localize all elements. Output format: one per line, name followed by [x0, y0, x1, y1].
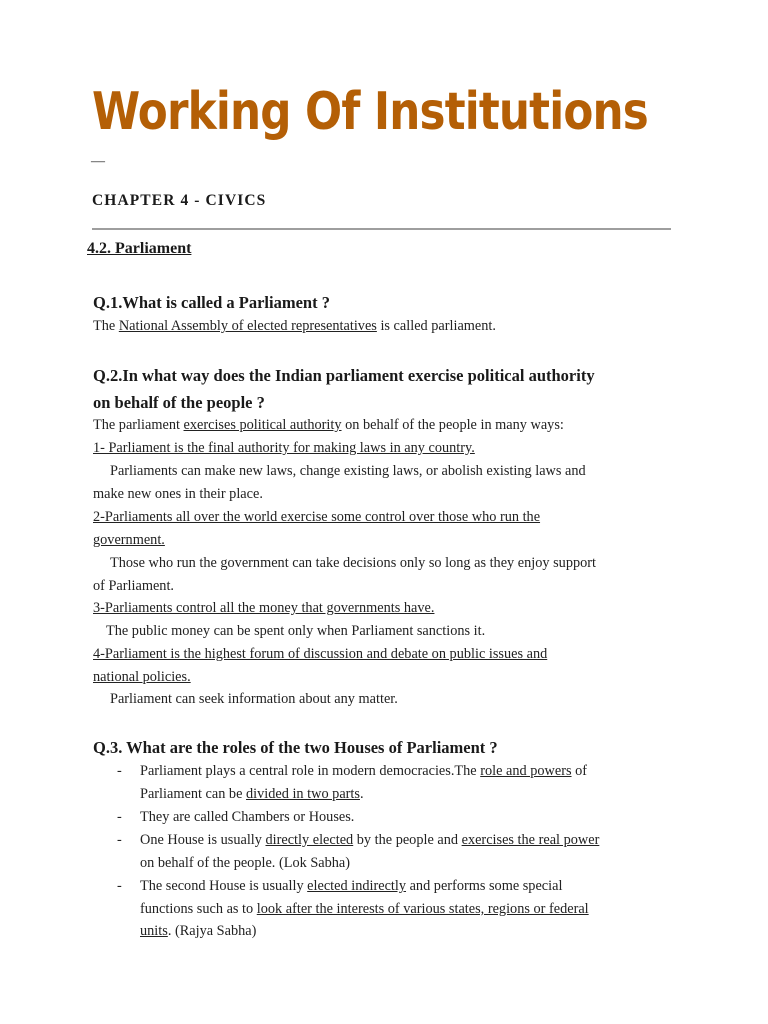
q3-bullet-4-underlined: elected indirectly	[307, 878, 407, 894]
q2-point-1-body-line-2: make new ones in their place.	[93, 486, 263, 502]
q3-bullet-4-line-3-underlined: units	[140, 923, 168, 939]
q3-bullet-1-line-2	[140, 783, 364, 806]
q3-bullet-1-underlined: role and powers	[480, 763, 572, 779]
q1-question: Q.1.What is called a Parliament ?	[93, 293, 330, 312]
q2-point-2-body-line-1: Those who run the government can take decisions only so long as they enjoy support	[110, 555, 596, 571]
q2-point-2-body-line-2: of Parliament.	[93, 578, 174, 594]
bullet-marker: -	[117, 878, 122, 894]
q3-bullet-4-line-1	[140, 875, 562, 898]
q3-bullet-1-line-2-text: Parliament can be	[140, 786, 246, 802]
q3-bullet-4-text-end: and performs some special	[406, 878, 563, 894]
q2-question-line-1: Q.2.In what way does the Indian parliament exercise political authority	[93, 366, 595, 385]
q1-answer	[93, 315, 496, 338]
q3-bullet-2: They are called Chambers or Houses.	[140, 809, 355, 825]
q1-answer-text: The	[93, 318, 119, 334]
q3-bullet-1-line-2-underlined: divided in two parts	[246, 786, 360, 802]
q3-bullet-3-text-mid: by the people and	[353, 832, 462, 848]
q2-point-3-heading: 3-Parliaments control all the money that governments have.	[93, 600, 435, 616]
q3-bullet-4-line-3	[140, 920, 256, 943]
q3-bullet-4-text: The second House is usually	[140, 878, 308, 894]
q2-point-4-heading-line-2: national policies.	[93, 669, 191, 685]
q3-bullet-1-line-1	[140, 760, 587, 783]
horizontal-divider	[92, 228, 671, 230]
section-heading: 4.2. Parliament	[87, 240, 192, 257]
q3-bullet-3-line-1	[140, 829, 599, 852]
q3-bullet-4-line-3-end: . (Rajya Sabha)	[167, 923, 257, 939]
q1-answer-text-end: is called parliament.	[376, 318, 496, 334]
q3-bullet-1-text-end: of	[571, 763, 588, 779]
q2-intro-underlined: exercises political authority	[183, 417, 342, 433]
q2-point-1-body-line-1: Parliaments can make new laws, change existing laws, or abolish existing laws and	[110, 463, 586, 479]
q2-point-3-body: The public money can be spent only when Parliament sanctions it.	[106, 623, 486, 639]
q2-intro-text: The parliament	[93, 417, 184, 433]
q3-bullet-1-line-2-end: .	[359, 786, 364, 802]
q2-question-line-2: on behalf of the people ?	[93, 393, 265, 412]
q3-bullet-4-line-2	[140, 898, 589, 921]
q2-point-4-body: Parliament can seek information about any matter.	[110, 691, 398, 707]
q3-bullet-3-underlined-2: exercises the real power	[461, 832, 600, 848]
document-title: Working Of Institutions	[92, 82, 648, 142]
q3-bullet-4-line-2-text: functions such as to	[140, 901, 257, 917]
q3-bullet-3-text: One House is usually	[140, 832, 266, 848]
q3-bullet-3-underlined-1: directly elected	[265, 832, 354, 848]
q3-bullet-3-line-2: on behalf of the people. (Lok Sabha)	[140, 855, 351, 871]
title-dash: —	[91, 154, 105, 169]
q1-answer-underlined: National Assembly of elected representatives	[118, 318, 377, 334]
bullet-marker: -	[117, 763, 122, 779]
q3-bullet-1-text: Parliament plays a central role in modern democracies.The	[140, 763, 481, 779]
q3-bullet-4-line-2-underlined: look after the interests of various states, regions or federal	[256, 901, 589, 917]
chapter-heading: CHAPTER 4 - CIVICS	[92, 192, 267, 209]
bullet-marker: -	[117, 832, 122, 848]
q2-intro-text-end: on behalf of the people in many ways:	[341, 417, 564, 433]
q2-point-2-heading-line-2: government.	[93, 532, 165, 548]
q2-point-1-heading: 1- Parliament is the final authority for making laws in any country.	[93, 440, 475, 456]
q2-point-2-heading-line-1: 2-Parliaments all over the world exercise some control over those who run the	[93, 509, 541, 525]
q2-intro	[93, 414, 564, 437]
q2-point-4-heading-line-1: 4-Parliament is the highest forum of discussion and debate on public issues and	[93, 646, 548, 662]
q3-question: Q.3. What are the roles of the two Houses of Parliament ?	[93, 738, 498, 757]
bullet-marker: -	[117, 809, 122, 825]
